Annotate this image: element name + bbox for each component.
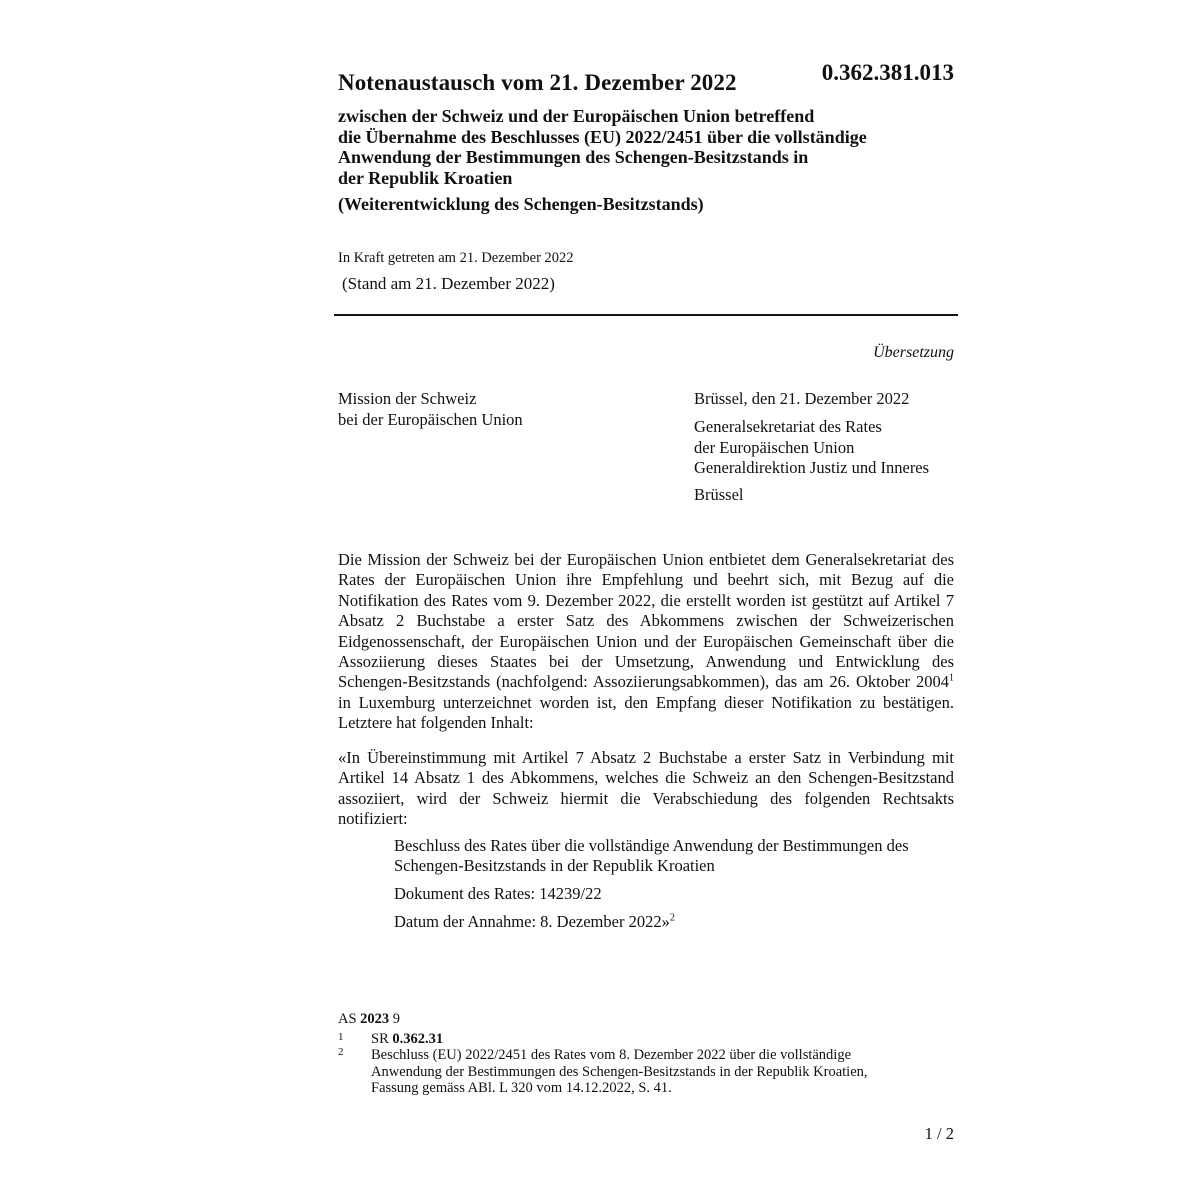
subtitle-line: Anwendung der Bestimmungen des Schengen-Besitzstands in: [338, 147, 809, 167]
body-paragraph-notification: «In Übereinstimmung mit Artikel 7 Absatz 2 Buchstabe a erster Satz in Verbindung mit Artikel 14 Absatz 1 des Abkommens, welches die Schweiz an den Schengen-Besitzstand assoziiert, wird der Schweiz hiermit die Verabschiedung des folgenden Rechtsakts notifiziert:: [338, 748, 954, 829]
in-force-date: In Kraft getreten am 21. Dezember 2022: [338, 250, 574, 266]
decision-line: Beschluss des Rates über die vollständige Anwendung der Bestimmungen des: [394, 836, 909, 855]
document-title: Notenaustausch vom 21. Dezember 2022: [338, 70, 737, 95]
adoption-date: [394, 912, 956, 932]
translation-note: Übersetzung: [873, 344, 954, 361]
paragraph-text: Die Mission der Schweiz bei der Europäischen Union entbietet dem Generalsekretariat des Rates der Europäischen Union ihre Empfehlung und beehrt sich, mit Bezug auf die Notifikation des Rates vom 9. Dezember 2022, die erstellt worden ist gestützt auf Artikel 7 Absatz 2 Buchstabe a erster Satz des Abkommens zwischen der Schweizerischen Eidgenossenschaft, der Europäischen Union und der Europäischen Gemeinschaft über die Assoziierung dieses Staates bei der Umsetzung, Anwendung und Entwicklung des Schengen-Besitzstands (nachfolgend: Assoziierungsabkommen), das am 26. Oktober 2004: [338, 550, 954, 692]
paragraph-text: in Luxemburg unterzeichnet worden ist, den Empfang dieser Notifikation zu bestätigen. Letztere hat folgenden Inhalt:: [338, 692, 954, 733]
footnote-number-2: 2: [338, 1046, 344, 1058]
subtitle-line: zwischen der Schweiz und der Europäischen Union betreffend: [338, 106, 815, 126]
letter-sender: [338, 389, 523, 430]
council-document: Dokument des Rates: 14239/22: [394, 884, 602, 903]
subtitle-line: die Übernahme des Beschlusses (EU) 2022/2451 über die vollständige: [338, 126, 867, 147]
document-subtitle-note: (Weiterentwicklung des Schengen-Besitzstands): [338, 194, 704, 214]
footnote-1-ref: 0.362.31: [392, 1031, 444, 1047]
sr-number: 0.362.381.013: [821, 60, 954, 85]
sender-line: bei der Europäischen Union: [338, 409, 523, 429]
decision-line: Schengen-Besitzstands in der Republik Kroatien: [394, 856, 715, 876]
as-year: 2023: [360, 1011, 390, 1027]
as-page: 9: [389, 1011, 401, 1027]
header-divider: [334, 314, 958, 316]
footnote-2: [371, 1047, 956, 1097]
footnote-ref-2[interactable]: 2: [669, 912, 675, 924]
footnote-line: Fassung gemäss ABl. L 320 vom 14.12.2022, S. 41.: [371, 1080, 672, 1096]
footnote-1-prefix: SR: [371, 1031, 393, 1047]
recipient-line: Generaldirektion Justiz und Inneres: [694, 458, 930, 477]
footnote-line: Beschluss (EU) 2022/2451 des Rates vom 8. Dezember 2022 über die vollständige: [371, 1047, 852, 1063]
letter-recipient: [694, 417, 929, 479]
document-subtitle: [338, 106, 958, 188]
footnote-ref-1[interactable]: 1: [949, 672, 954, 684]
letter-recipient-city: Brüssel: [694, 485, 744, 504]
body-paragraph: [338, 550, 954, 734]
status-date: (Stand am 21. Dezember 2022): [342, 274, 555, 293]
recipient-line: Generalsekretariat des Rates: [694, 417, 882, 436]
adoption-text: Datum der Annahme: 8. Dezember 2022»: [394, 912, 670, 931]
footnote-number-1: 1: [338, 1031, 344, 1043]
decision-title: [394, 836, 956, 877]
sender-line: Mission der Schweiz: [338, 389, 477, 408]
subtitle-line: der Republik Kroatien: [338, 167, 513, 188]
page-number: 1 / 2: [924, 1124, 954, 1143]
footnote-1: [371, 1031, 443, 1048]
recipient-line: der Europäischen Union: [694, 437, 855, 457]
letter-place-date: Brüssel, den 21. Dezember 2022: [694, 389, 910, 408]
footnote-line: Anwendung der Bestimmungen des Schengen-Besitzstands in der Republik Kroatien,: [371, 1063, 868, 1080]
as-prefix: AS: [338, 1011, 361, 1027]
official-compilation-ref: [338, 1011, 400, 1028]
